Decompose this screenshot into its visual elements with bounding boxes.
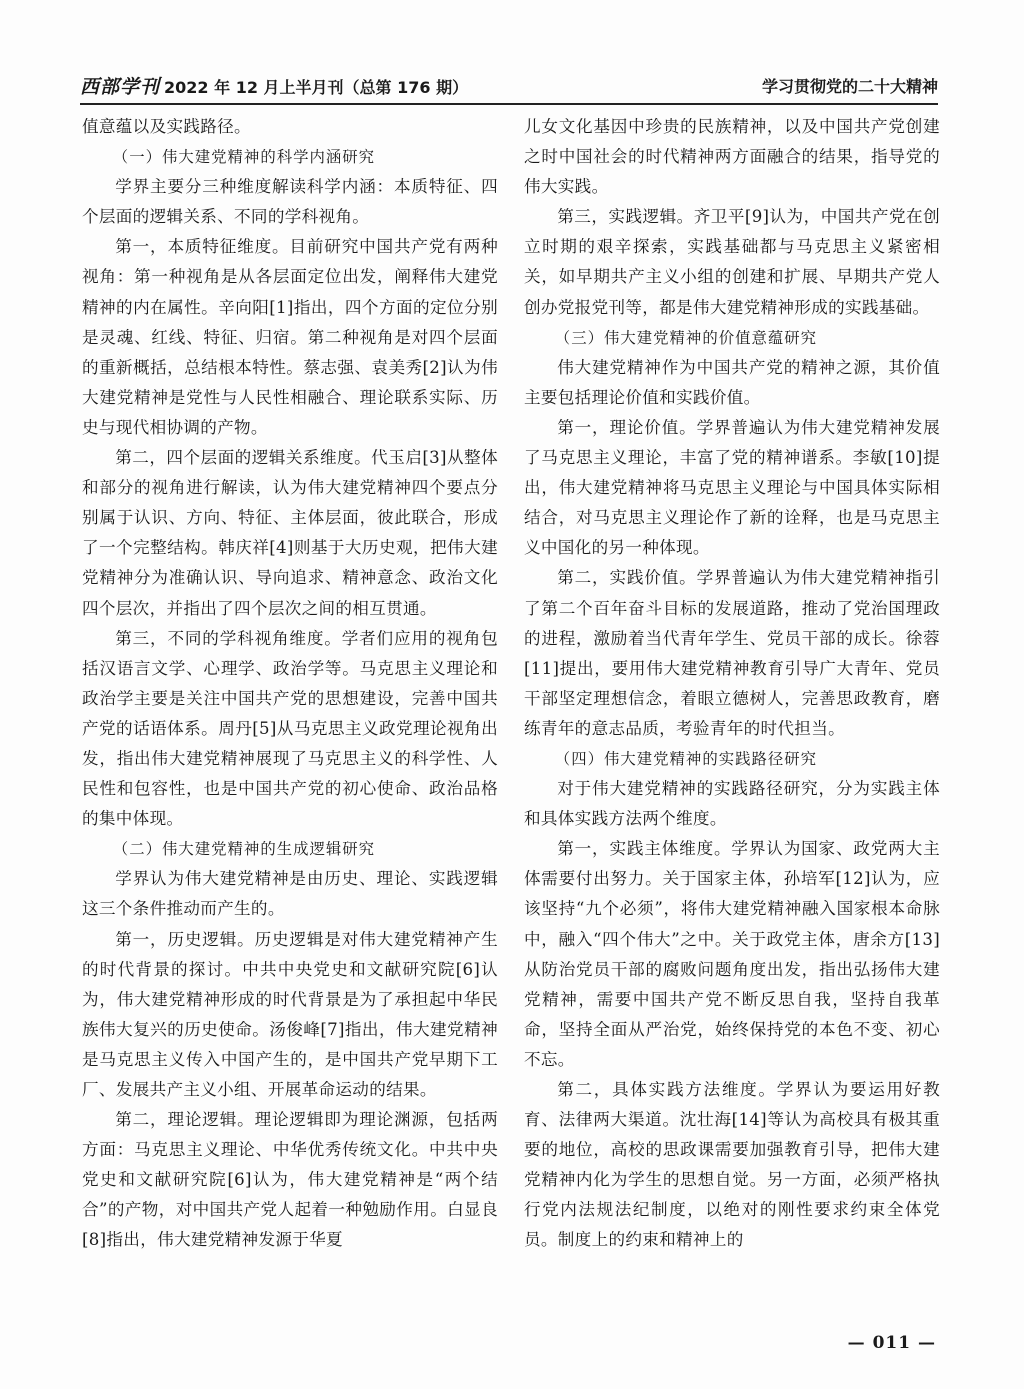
left-column: [82, 112, 498, 1332]
body-paragraph: 第一，实践主体维度。学界认为国家、政党两大主体需要付出努力。关于国家主体，孙培军[12]认为，应该坚持“九个必须”，将伟大建党精神融入国家根本命脉中，融入“四个伟大”之中。关于政党主体，唐余方[13]从防治党员干部的腐败问题角度出发，指出弘扬伟大建党精神，需要中国共产党不断反思自我，坚持自我革命，坚持全面从严治党，始终保持党的本色不变、初心不忘。: [524, 839, 940, 1069]
body-paragraph: 第二，实践价值。学界普遍认为伟大建党精神指引了第二个百年奋斗目标的发展道路，推动了党治国理政的进程，激励着当代青年学生、党员干部的成长。徐蓉[11]提出，要用伟大建党精神教育引导广大青年、党员干部坚定理想信念，着眼立德树人，完善思政教育，磨练青年的意志品质，考验青年的时代担当。: [524, 568, 940, 738]
issue-info: 2022 年 12 月上半月刊（总第 176 期）: [164, 77, 469, 97]
section-title: 学习贯彻党的二十大精神: [761, 76, 938, 96]
journal-masthead: 西部学刊: [80, 75, 161, 98]
body-paragraph: 第一，理论价值。学界普遍认为伟大建党精神发展了马克思主义理论，丰富了党的精神谱系。李敏[10]提出，伟大建党精神将马克思主义理论与中国具体实际相结合，对马克思主义理论作了新的诠释，也是马克思主义中国化的另一种体现。: [524, 417, 940, 558]
body-paragraph: 第二，具体实践方法维度。学界认为要运用好教育、法律两大渠道。沈壮海[14]等认为高校具有极其重要的地位，高校的思政课需要加强教育引导，把伟大建党精神内化为学生的思想自觉。另一方面，必须严格执行党内法规法纪制度，以绝对的刚性要求约束全体党员。制度上的约束和精神上的: [524, 1080, 940, 1250]
body-paragraph: 学界认为伟大建党精神是由历史、理论、实践逻辑这三个条件推动而产生的。: [82, 869, 498, 919]
page-header: [80, 68, 938, 102]
body-paragraph: 第一，历史逻辑。历史逻辑是对伟大建党精神产生的时代背景的探讨。中共中央党史和文献研究院[6]认为，伟大建党精神形成的时代背景是为了承担起中华民族伟大复兴的历史使命。汤俊峰[7]指出，伟大建党精神是马克思主义传入中国产生的，是中国共产党早期下工厂、发展共产主义小组、开展革命运动的结果。: [82, 929, 498, 1099]
body-paragraph: 儿女文化基因中珍贵的民族精神，以及中国共产党创建之时中国社会的时代精神两方面融合的结果，指导党的伟大实践。: [524, 117, 940, 197]
right-column: [524, 112, 940, 1332]
section-heading: （三）伟大建党精神的价值意蕴研究: [554, 328, 818, 347]
section-heading: （四）伟大建党精神的实践路径研究: [554, 749, 818, 768]
body-paragraph: 学界主要分三种维度解读科学内涵：本质特征、四个层面的逻辑关系、不同的学科视角。: [82, 177, 498, 227]
section-heading: （一）伟大建党精神的科学内涵研究: [112, 148, 376, 167]
header-rule: [80, 103, 938, 105]
body-paragraph: 第二，四个层面的逻辑关系维度。代玉启[3]从整体和部分的视角进行解读，认为伟大建党精神四个要点分别属于认识、方向、特征、主体层面，彼此联合，形成了一个完整结构。韩庆祥[4]则基于大历史观，把伟大建党精神分为准确认识、导向追求、精神意念、政治文化四个层次，并指出了四个层次之间的相互贯通。: [82, 448, 498, 618]
section-heading: （二）伟大建党精神的生成逻辑研究: [112, 840, 376, 859]
body-paragraph: 值意蕴以及实践路径。: [82, 117, 251, 136]
body-paragraph: 第一，本质特征维度。目前研究中国共产党有两种视角：第一种视角是从各层面定位出发，阐释伟大建党精神的内在属性。辛向阳[1]指出，四个方面的定位分别是灵魂、红线、特征、归宿。第二种视角是对四个层面的重新概括，总结根本特性。蔡志强、袁美秀[2]认为伟大建党精神是党性与人民性相融合、理论联系实际、历史与现代相协调的产物。: [82, 237, 498, 437]
body-paragraph: 第三，实践逻辑。齐卫平[9]认为，中国共产党在创立时期的艰辛探索，实践基础都与马克思主义紧密相关，如早期共产主义小组的创建和扩展、早期共产党人创办党报党刊等，都是伟大建党精神形成的实践基础。: [524, 207, 940, 317]
header-left: [80, 72, 468, 99]
page-number: — 011 —: [847, 1333, 936, 1353]
body-paragraph: 第三，不同的学科视角维度。学者们应用的视角包括汉语言文学、心理学、政治学等。马克思主义理论和政治学主要是关注中国共产党的思想建设，完善中国共产党的话语体系。周丹[5]从马克思主义政党理论视角出发，指出伟大建党精神展现了马克思主义的科学性、人民性和包容性，也是中国共产党的初心使命、政治品格的集中体现。: [82, 628, 498, 829]
body-paragraph: 对于伟大建党精神的实践路径研究，分为实践主体和具体实践方法两个维度。: [524, 779, 940, 829]
body-paragraph: 第二，理论逻辑。理论逻辑即为理论渊源，包括两方面：马克思主义理论、中华优秀传统文化。中共中央党史和文献研究院[6]认为，伟大建党精神是“两个结合”的产物，对中国共产党人起着一种勉励作用。白显良[8]指出，伟大建党精神发源于华夏: [82, 1110, 498, 1250]
body-paragraph: 伟大建党精神作为中国共产党的精神之源，其价值主要包括理论价值和实践价值。: [524, 357, 940, 407]
